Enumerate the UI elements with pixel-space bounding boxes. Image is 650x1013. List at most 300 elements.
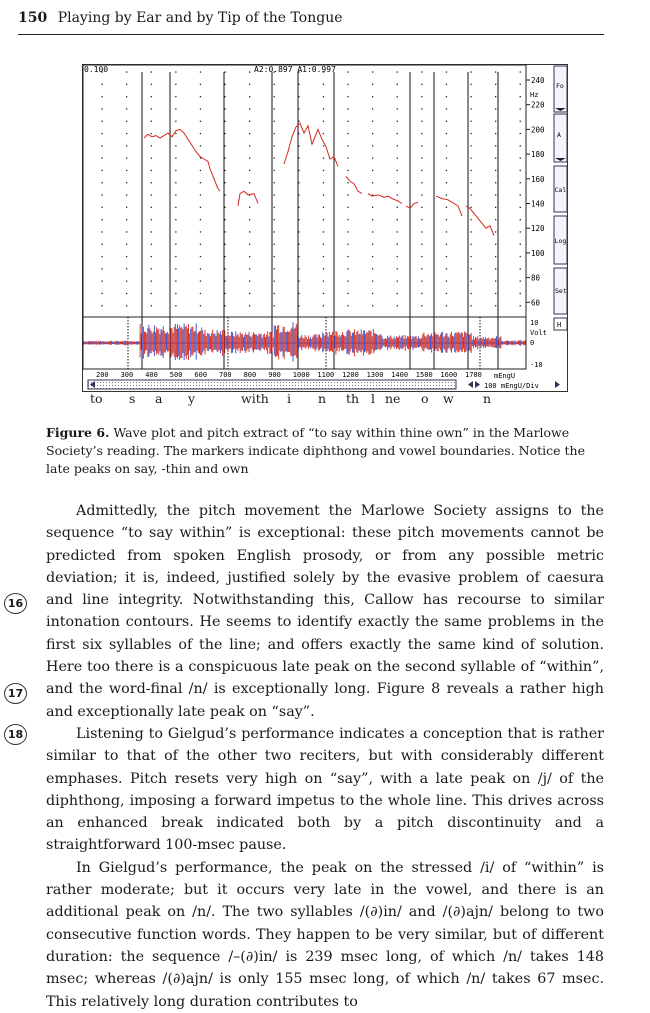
grid-dot: [520, 293, 521, 294]
grid-dot: [446, 108, 447, 109]
grid-dot: [520, 108, 521, 109]
grid-dot: [249, 219, 250, 220]
grid-dot: [495, 231, 496, 232]
grid-dot: [101, 305, 102, 306]
grid-dot: [274, 133, 275, 134]
grid-dot: [372, 219, 373, 220]
grid-dot: [274, 194, 275, 195]
grid-dot: [175, 145, 176, 146]
grid-dot: [200, 121, 201, 122]
grid-dot: [274, 207, 275, 208]
grid-dot: [126, 158, 127, 159]
grid-dot: [495, 108, 496, 109]
grid-dot: [249, 133, 250, 134]
grid-dot: [151, 182, 152, 183]
grid-dot: [126, 194, 127, 195]
grid-dot: [397, 133, 398, 134]
x-tick-label: 1500: [415, 371, 433, 379]
grid-dot: [224, 305, 225, 306]
pitch-tick-label: 160: [531, 174, 545, 184]
grid-dot: [249, 268, 250, 269]
grid-dot: [397, 194, 398, 195]
grid-dot: [470, 194, 471, 195]
grid-dot: [249, 121, 250, 122]
grid-dot: [151, 305, 152, 306]
grid-dot: [421, 219, 422, 220]
grid-dot: [249, 170, 250, 171]
grid-dot: [520, 71, 521, 72]
grid-dot: [101, 108, 102, 109]
grid-dot: [224, 96, 225, 97]
grid-dot: [323, 96, 324, 97]
grid-dot: [274, 108, 275, 109]
pitch-tick-label: 200: [531, 125, 545, 135]
grid-dot: [274, 281, 275, 282]
grid-dot: [421, 182, 422, 183]
grid-dot: [446, 231, 447, 232]
grid-dot: [372, 145, 373, 146]
grid-dot: [495, 281, 496, 282]
grid-dot: [470, 281, 471, 282]
grid-dot: [126, 71, 127, 72]
grid-dot: [347, 281, 348, 282]
grid-dot: [397, 170, 398, 171]
grid-dot: [520, 281, 521, 282]
margin-marker-18: 18: [4, 724, 27, 745]
grid-dot: [224, 145, 225, 146]
pitch-tick-label: 140: [531, 199, 545, 209]
grid-dot: [421, 108, 422, 109]
grid-dot: [495, 194, 496, 195]
grid-dot: [470, 231, 471, 232]
grid-dot: [151, 121, 152, 122]
grid-dot: [126, 182, 127, 183]
grid-dot: [224, 158, 225, 159]
grid-dot: [175, 231, 176, 232]
x-axis-unit: mEngU: [494, 372, 516, 380]
grid-dot: [520, 121, 521, 122]
grid-dot: [347, 256, 348, 257]
set-button-label: Set: [555, 287, 567, 295]
word-label: s: [129, 391, 136, 406]
grid-dot: [175, 96, 176, 97]
readout-left: 0.100: [84, 65, 109, 74]
grid-dot: [151, 194, 152, 195]
grid-dot: [126, 96, 127, 97]
grid-dot: [200, 133, 201, 134]
fo-button-label: Fo: [556, 82, 564, 90]
grid-dot: [200, 244, 201, 245]
word-label: o: [421, 391, 429, 406]
x-tick-label: 1400: [391, 371, 409, 379]
log-button-label: Log: [554, 237, 567, 245]
grid-dot: [126, 281, 127, 282]
grid-dot: [446, 71, 447, 72]
grid-dot: [347, 194, 348, 195]
grid-dot: [101, 293, 102, 294]
grid-dot: [101, 182, 102, 183]
pitch-wave-figure: [82, 64, 568, 392]
grid-dot: [101, 121, 102, 122]
grid-dot: [274, 182, 275, 183]
word-label: l: [371, 391, 375, 406]
grid-dot: [495, 96, 496, 97]
grid-dot: [101, 268, 102, 269]
grid-dot: [397, 281, 398, 282]
x-tick-label: 600: [194, 371, 208, 379]
grid-dot: [274, 170, 275, 171]
grid-dot: [175, 194, 176, 195]
grid-dot: [421, 268, 422, 269]
grid-dot: [397, 256, 398, 257]
word-labels: [0, 391, 650, 407]
grid-dot: [200, 170, 201, 171]
grid-dot: [126, 170, 127, 171]
grid-dot: [470, 158, 471, 159]
grid-dot: [520, 244, 521, 245]
word-label: ne: [385, 391, 401, 406]
word-label: with: [241, 391, 269, 406]
paragraph: Admittedly, the pitch movement the Marlowe Society assigns to the sequence “to say within” is exceptional: these pitch movements cannot be predicted from spoken English prosody, or from any possible metric deviation; it is, indeed, justified solely by the evasive problem of caesura and line integrity. Notwithstanding this, Callow has recourse to similar intonation contours. He seems to identify exactly the same problems in the first six syllables of the line; and offers exactly the same kind of solution. Here too there is a conspicuous late peak on the second syllable of “within”, and the word-final /n/ is exceptionally long. Figure 8 reveals a rather high and exceptionally late peak on “say”.: [46, 503, 604, 720]
x-tick-label: 300: [120, 371, 134, 379]
grid-dot: [249, 84, 250, 85]
x-tick-label: 1300: [366, 371, 384, 379]
grid-dot: [249, 293, 250, 294]
grid-dot: [224, 293, 225, 294]
grid-dot: [347, 182, 348, 183]
grid-dot: [224, 71, 225, 72]
grid-dot: [224, 231, 225, 232]
grid-dot: [323, 121, 324, 122]
grid-dot: [397, 158, 398, 159]
grid-dot: [274, 293, 275, 294]
grid-dot: [323, 231, 324, 232]
grid-dot: [200, 268, 201, 269]
grid-dot: [347, 231, 348, 232]
x-tick-label: 1200: [342, 371, 359, 379]
grid-dot: [101, 231, 102, 232]
grid-dot: [470, 207, 471, 208]
grid-dot: [274, 158, 275, 159]
grid-dot: [101, 244, 102, 245]
grid-dot: [446, 293, 447, 294]
figure-caption: [46, 424, 602, 478]
grid-dot: [495, 207, 496, 208]
h-button-label: H: [557, 321, 562, 329]
grid-dot: [249, 281, 250, 282]
grid-dot: [249, 108, 250, 109]
grid-dot: [446, 305, 447, 306]
grid-dot: [323, 145, 324, 146]
grid-dot: [372, 158, 373, 159]
grid-dot: [175, 268, 176, 269]
volt-axis-bottom: -10: [530, 361, 543, 369]
grid-dot: [126, 145, 127, 146]
grid-dot: [323, 281, 324, 282]
grid-dot: [224, 256, 225, 257]
grid-dot: [323, 170, 324, 171]
grid-dot: [224, 281, 225, 282]
grid-dot: [249, 96, 250, 97]
x-tick-label: 1100: [317, 371, 335, 379]
grid-dot: [470, 244, 471, 245]
grid-dot: [274, 256, 275, 257]
grid-dot: [151, 133, 152, 134]
grid-dot: [470, 293, 471, 294]
grid-dot: [323, 207, 324, 208]
grid-dot: [372, 182, 373, 183]
grid-dot: [224, 268, 225, 269]
grid-dot: [101, 96, 102, 97]
grid-dot: [200, 293, 201, 294]
grid-dot: [151, 293, 152, 294]
x-tick-label: 1600: [440, 371, 458, 379]
margin-marker-17: 17: [4, 683, 27, 704]
grid-dot: [372, 256, 373, 257]
grid-dot: [495, 121, 496, 122]
grid-dot: [274, 305, 275, 306]
grid-dot: [421, 145, 422, 146]
grid-dot: [446, 96, 447, 97]
grid-dot: [520, 268, 521, 269]
grid-dot: [397, 121, 398, 122]
grid-dot: [200, 182, 201, 183]
grid-dot: [175, 256, 176, 257]
grid-dot: [249, 182, 250, 183]
grid-dot: [446, 182, 447, 183]
grid-dot: [101, 84, 102, 85]
grid-dot: [397, 84, 398, 85]
grid-dot: [520, 305, 521, 306]
grid-dot: [101, 133, 102, 134]
grid-dot: [520, 170, 521, 171]
grid-dot: [520, 96, 521, 97]
grid-dot: [249, 145, 250, 146]
grid-dot: [151, 268, 152, 269]
body-text: [46, 500, 604, 1013]
grid-dot: [224, 219, 225, 220]
grid-dot: [421, 244, 422, 245]
grid-dot: [421, 84, 422, 85]
grid-dot: [372, 96, 373, 97]
grid-dot: [151, 108, 152, 109]
grid-dot: [274, 268, 275, 269]
grid-dot: [224, 244, 225, 245]
pitch-axis-unit: Hz: [530, 91, 539, 99]
grid-dot: [323, 108, 324, 109]
grid-dot: [372, 121, 373, 122]
grid-dot: [126, 293, 127, 294]
grid-dot: [151, 170, 152, 171]
grid-dot: [495, 293, 496, 294]
grid-dot: [126, 256, 127, 257]
grid-dot: [274, 231, 275, 232]
grid-dot: [372, 293, 373, 294]
grid-dot: [274, 244, 275, 245]
cal-button-label: Cal: [554, 186, 567, 194]
pitch-tick-label: 120: [531, 224, 545, 234]
grid-dot: [175, 293, 176, 294]
grid-dot: [347, 158, 348, 159]
grid-dot: [323, 305, 324, 306]
grid-dot: [347, 207, 348, 208]
grid-dot: [151, 244, 152, 245]
grid-dot: [397, 182, 398, 183]
grid-dot: [274, 145, 275, 146]
grid-dot: [470, 133, 471, 134]
grid-dot: [200, 207, 201, 208]
grid-dot: [421, 96, 422, 97]
grid-dot: [323, 293, 324, 294]
grid-dot: [126, 244, 127, 245]
grid-dot: [347, 293, 348, 294]
grid-dot: [224, 84, 225, 85]
grid-dot: [470, 145, 471, 146]
x-tick-label: 500: [169, 371, 183, 379]
grid-dot: [520, 158, 521, 159]
grid-dot: [175, 244, 176, 245]
grid-dot: [421, 121, 422, 122]
pitch-tick-label: 180: [531, 150, 545, 160]
x-tick-label: 700: [219, 371, 232, 379]
x-tick-label: 200: [96, 371, 109, 379]
word-label: n: [318, 391, 327, 406]
grid-dot: [470, 108, 471, 109]
grid-dot: [397, 108, 398, 109]
grid-dot: [126, 231, 127, 232]
pitch-tick-label: 100: [531, 248, 545, 258]
grid-dot: [446, 244, 447, 245]
grid-dot: [249, 256, 250, 257]
grid-dot: [126, 133, 127, 134]
grid-dot: [101, 158, 102, 159]
grid-dot: [224, 207, 225, 208]
grid-dot: [495, 219, 496, 220]
grid-dot: [224, 133, 225, 134]
grid-dot: [200, 108, 201, 109]
word-label: i: [287, 391, 291, 406]
x-tick-label: 800: [243, 371, 257, 379]
figure-svg: [82, 64, 568, 392]
grid-dot: [397, 219, 398, 220]
grid-dot: [200, 305, 201, 306]
word-label: y: [188, 391, 196, 406]
grid-dot: [470, 305, 471, 306]
grid-dot: [347, 71, 348, 72]
grid-dot: [421, 305, 422, 306]
grid-dot: [446, 145, 447, 146]
grid-dot: [470, 268, 471, 269]
volt-axis-zero: 0: [530, 339, 535, 347]
grid-dot: [175, 121, 176, 122]
grid-dot: [323, 268, 324, 269]
grid-dot: [397, 145, 398, 146]
grid-dot: [446, 207, 447, 208]
running-header: [18, 10, 604, 35]
grid-dot: [323, 256, 324, 257]
grid-dot: [151, 256, 152, 257]
grid-dot: [101, 256, 102, 257]
grid-dot: [470, 256, 471, 257]
grid-dot: [249, 158, 250, 159]
grid-dot: [323, 158, 324, 159]
grid-dot: [372, 281, 373, 282]
grid-dot: [101, 170, 102, 171]
grid-dot: [249, 305, 250, 306]
grid-dot: [446, 170, 447, 171]
grid-dot: [397, 96, 398, 97]
x-tick-label: 400: [145, 371, 158, 379]
grid-dot: [126, 219, 127, 220]
grid-dot: [175, 108, 176, 109]
grid-dot: [151, 207, 152, 208]
grid-dot: [421, 256, 422, 257]
grid-dot: [421, 207, 422, 208]
grid-dot: [495, 133, 496, 134]
word-label: th: [346, 391, 360, 406]
grid-dot: [372, 108, 373, 109]
grid-dot: [200, 84, 201, 85]
grid-dot: [200, 219, 201, 220]
grid-dot: [151, 145, 152, 146]
grid-dot: [397, 293, 398, 294]
grid-dot: [126, 207, 127, 208]
grid-dot: [249, 71, 250, 72]
grid-dot: [470, 84, 471, 85]
grid-dot: [323, 244, 324, 245]
grid-dot: [397, 231, 398, 232]
pitch-tick-label: 240: [531, 76, 545, 85]
grid-dot: [126, 268, 127, 269]
grid-dot: [397, 268, 398, 269]
grid-dot: [101, 219, 102, 220]
grid-dot: [421, 170, 422, 171]
grid-dot: [323, 133, 324, 134]
grid-dot: [446, 281, 447, 282]
grid-dot: [347, 170, 348, 171]
word-label: to: [90, 391, 103, 406]
grid-dot: [101, 194, 102, 195]
horizontal-scrollbar[interactable]: [88, 380, 456, 389]
grid-dot: [421, 71, 422, 72]
grid-dot: [397, 305, 398, 306]
x-tick-label: 900: [268, 371, 281, 379]
paragraph: In Gielgud’s performance, the peak on the stressed /i/ of “within” is rather moderate; but it occurs very late in the vowel, and there is an additional peak on /n/. The two syllables /(∂)in/ and /(∂)ajn/ belong to two consecutive function words. They happen to be very similar, but of different duration: the sequence /–(∂)in/ is 239 msec long, of which /n/ takes 148 msec; whereas /(∂)ajn/ is only 155 msec long, of which /n/ takes 67 msec. This relatively long duration contributes to: [46, 859, 604, 1010]
grid-dot: [372, 71, 373, 72]
grid-dot: [249, 231, 250, 232]
grid-dot: [151, 71, 152, 72]
grid-dot: [421, 158, 422, 159]
grid-dot: [224, 121, 225, 122]
grid-dot: [421, 194, 422, 195]
grid-dot: [520, 219, 521, 220]
grid-dot: [151, 158, 152, 159]
grid-dot: [446, 158, 447, 159]
grid-dot: [347, 305, 348, 306]
grid-dot: [495, 182, 496, 183]
grid-dot: [175, 158, 176, 159]
grid-dot: [175, 133, 176, 134]
grid-dot: [347, 84, 348, 85]
grid-dot: [323, 182, 324, 183]
grid-dot: [470, 219, 471, 220]
word-label: n: [483, 391, 492, 406]
grid-dot: [446, 84, 447, 85]
grid-dot: [200, 281, 201, 282]
grid-dot: [175, 182, 176, 183]
grid-dot: [126, 121, 127, 122]
grid-dot: [200, 231, 201, 232]
